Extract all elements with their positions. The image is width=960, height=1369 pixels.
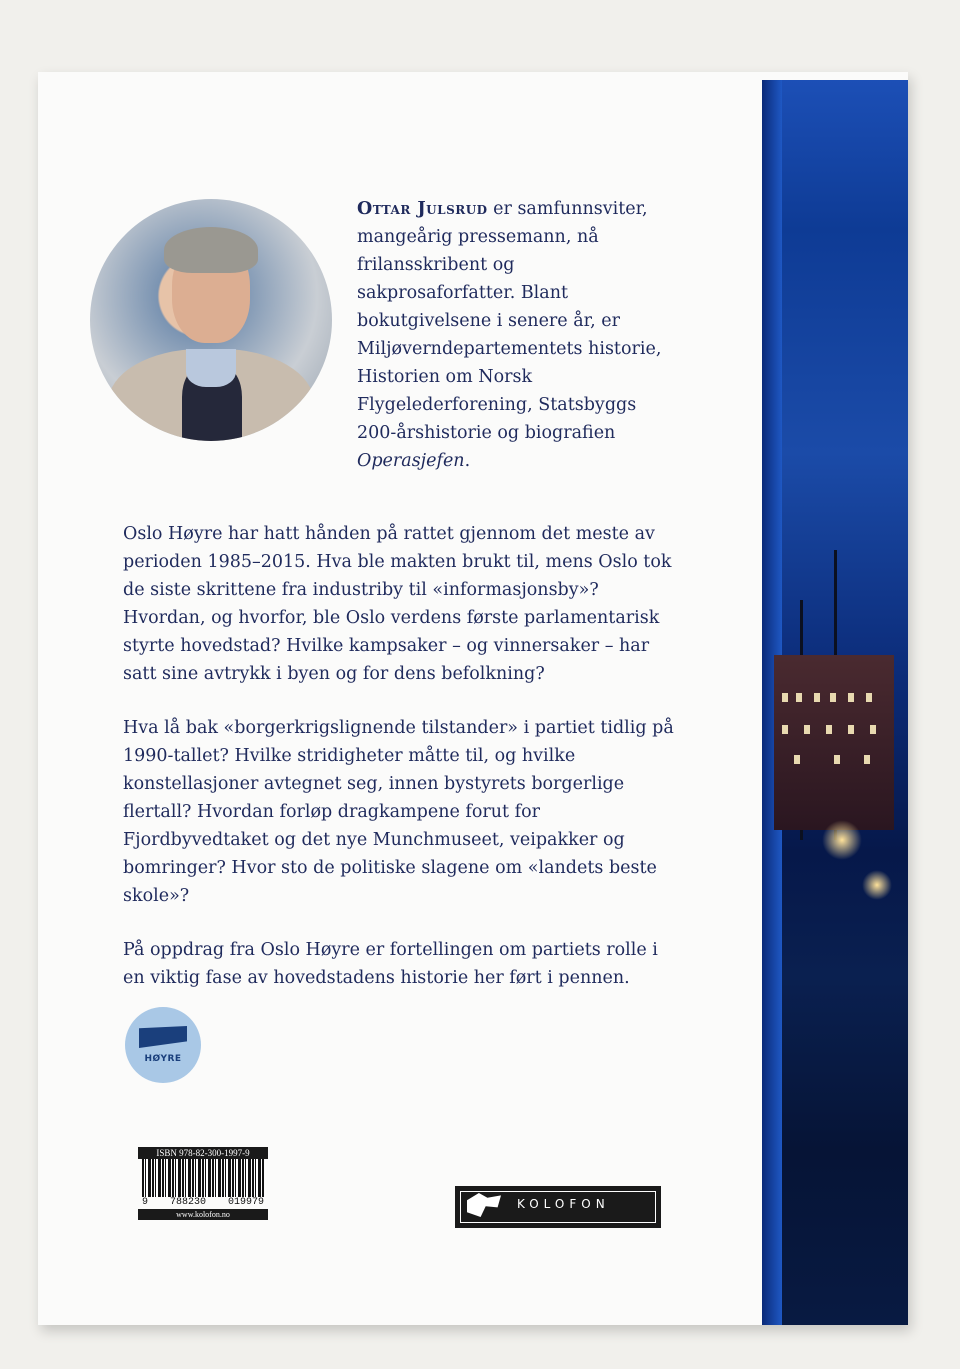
book-spine-photo [762, 80, 908, 1325]
isbn-barcode [138, 1147, 268, 1223]
harbor-light [822, 820, 862, 860]
hoyre-logo [125, 1007, 201, 1083]
book-title: Operasjefen [357, 451, 465, 471]
publisher-name: KOLOFON [517, 1197, 610, 1211]
blurb-paragraph: Oslo Høyre har hatt hånden på rattet gjennom det meste av perioden 1985–2015. Hva ble makten brukt til, mens Oslo tok de siste skrittene fra industriby til «informasjonsby»? Hvordan, og hvorfor, ble Oslo verdens første parlamentarisk styrte hovedstad? Hvilke kampsaker – og vinnersaker – har satt sine avtrykk i byen og for dens befolkning? [123, 524, 672, 684]
harbor-light [862, 870, 892, 900]
author-name: Ottar Julsrud [357, 199, 488, 219]
bio-text-end: . [464, 451, 471, 471]
author-portrait [90, 199, 332, 441]
author-bio [357, 195, 677, 475]
hoyre-logo-label: HØYRE [144, 1054, 182, 1064]
blurb-paragraph: Hva lå bak «borgerkrigslignende tilstander» i partiet tidlig på 1990-tallet? Hvilke stridigheter måtte til, og hvilke konstellasjoner avtegnet seg, innen bystyrets borgerlige flertall? Hvordan forløp dragkampene forut for Fjordbyvedtaket og det nye Munchmuseet, veipakker og bomringer? Hvor sto de politiske slagene om «landets beste skole»? [123, 718, 674, 906]
bio-text: er samfunnsviter, mangeårig pressemann, nå frilansskribent og sakprosaforfatter. Blant bokutgivelsene i senere år, er Miljøverndepartementets historie, Historien om Norsk Flygelederforening, Statsbyggs 200-årshistorie og biografien [357, 199, 662, 443]
barcode-bars [142, 1159, 264, 1197]
barcode-digits: 9 788230 019979 [142, 1197, 264, 1208]
book-blurb [123, 520, 678, 1018]
book-back-cover [38, 72, 908, 1325]
kolofon-logo [455, 1186, 661, 1228]
blurb-paragraph: På oppdrag fra Oslo Høyre er fortellingen om partiets rolle i en viktig fase av hovedstadens historie her ført i pennen. [123, 940, 658, 988]
isbn-text: ISBN 978-82-300-1997-9 [138, 1147, 268, 1159]
harbor-building [774, 655, 894, 830]
publisher-url: www.kolofon.no [138, 1209, 268, 1220]
flag-icon [139, 1026, 187, 1048]
